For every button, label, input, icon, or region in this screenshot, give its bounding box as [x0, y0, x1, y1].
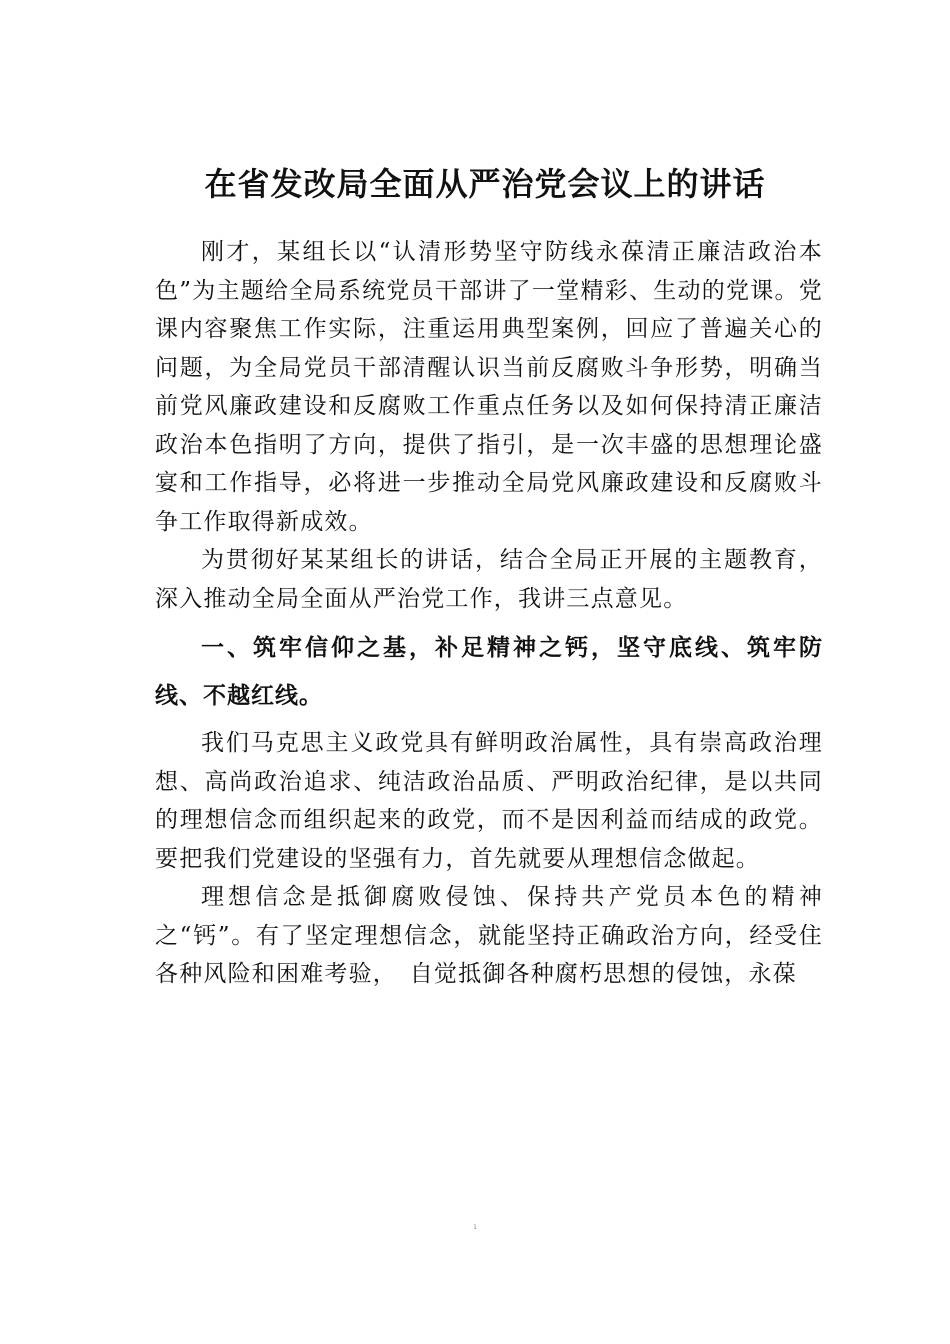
paragraph-intro-points: 为贯彻好某某组长的讲话，结合全局正开展的主题教育，深入推动全局全面从严治党工作，我讲三点意见。	[155, 547, 823, 612]
paragraph-opening: 刚才，某组长以“认清形势坚守防线永葆清正廉洁政治本色”为主题给全局系统党员干部讲了一堂精彩、生动的党课。党课内容聚焦工作实际，注重运用典型案例，回应了普遍关心的问题，为全局党员干部清醒认识当前反腐败斗争形势，明确当前党风廉政建设和反腐败工作重点任务以及如何保持清正廉洁政治本色指明了方向，提供了指引，是一次丰盛的思想理论盛宴和工作指导，必将进一步推动全局党风廉政建设和反腐败斗争工作取得新成效。	[155, 239, 823, 535]
page-number: 1	[473, 1224, 477, 1231]
section-heading-one: 一、筑牢信仰之基，补足精神之钙，坚守底线、筑牢防线、不越红线。	[155, 635, 823, 709]
paragraph-ideals-belief: 理想信念是抵御腐败侵蚀、保持共产党员本色的精神之“钙”。有了坚定理想信念，就能坚持正确政治方向，经受住各种风险和困难考验， 自觉抵御各种腐朽思想的侵蚀，永葆	[155, 884, 823, 987]
document-body	[155, 233, 823, 994]
paragraph-party-attributes: 我们马克思主义政党具有鲜明政治属性，具有崇高政治理想、高尚政治追求、纯洁政治品质、严明政治纪律，是以共同的理想信念而组织起来的政党，而不是因利益而结成的政党。要把我们党建设的坚强有力，首先就要从理想信念做起。	[155, 730, 823, 872]
document-title: 在省发改局全面从严治党会议上的讲话	[204, 165, 766, 203]
